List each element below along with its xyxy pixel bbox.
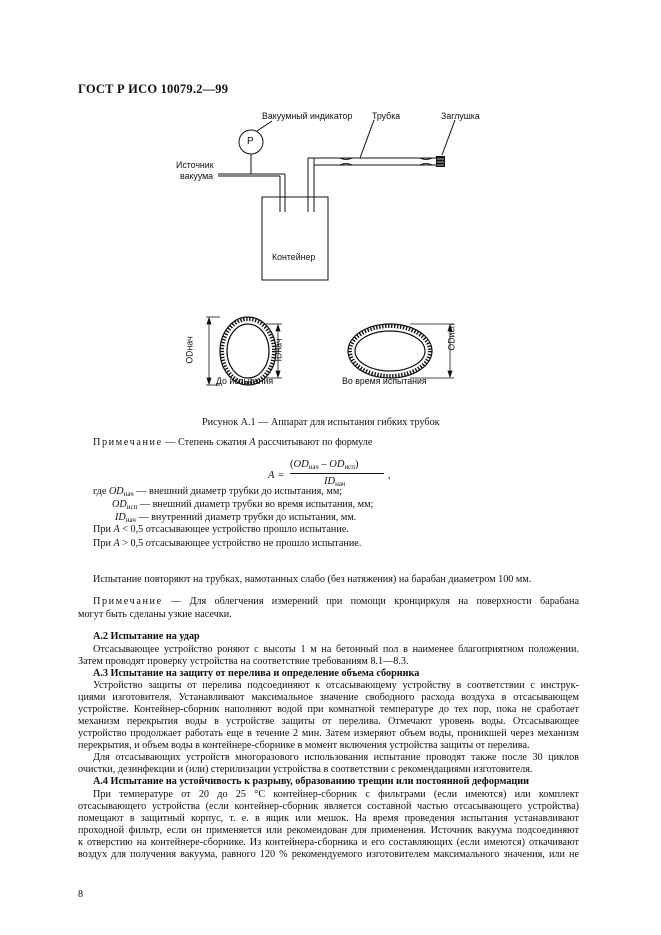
section-a2-title: А.2 Испытание на удар: [93, 631, 200, 642]
a3-para2-line-2: очистки, дезинфекции и (или) стерилизации устройства в соответствии с рекомендациями изготовителя.: [78, 764, 533, 775]
note-label: Примечание: [93, 437, 163, 448]
formula-eq: =: [278, 470, 284, 481]
note2-line1: Примечание — Для облегчения измерений при помощи кронциркуля на поверхности барабана: [93, 596, 579, 607]
label-od-during: ODисп: [446, 323, 457, 351]
a3-line-2: циями изготовителя. Устанавливают максимальное значение свободного расхода воздуха в отсасывающем: [78, 692, 579, 703]
a3-line-5: устройство продолжает работать еще в течение 2 мин. Затем измеряют объем воды, проникшей через механизм: [78, 728, 579, 739]
label-container: Контейнер: [272, 252, 316, 262]
label-vacuum-indicator: Вакуумный индикатор: [262, 111, 353, 121]
gauge-letter: P: [247, 136, 254, 147]
plug-block: [436, 156, 445, 167]
a4-line-5: к отверстию на контейнере-сборнике. Из контейнера-сборника и его составляющих (если имеются) откачивают: [78, 837, 579, 848]
figure-caption: Рисунок А.1 — Аппарат для испытания гибких трубок: [202, 417, 440, 428]
section-a4-title: А.4 Испытание на устойчивость к разрыву, образованию трещин или постоянной деформации: [93, 776, 530, 787]
leader-indicator: [257, 121, 272, 131]
label-source-line1: Источник: [176, 160, 214, 170]
section-a3-title: А.3 Испытание на защиту от перелива и определение объема сборника: [93, 668, 420, 679]
a3-line-6: перекрытия, и объем воды в контейнере-сборнике в момент включения устройства защиты от перелива.: [78, 740, 530, 751]
condition-pass: При A < 0,5 отсасывающее устройство прошло испытание.: [93, 524, 349, 535]
tube-section-inner-during: [355, 331, 425, 371]
label-od-before: ODнач: [184, 336, 195, 364]
label-id-before: IDнач: [273, 338, 284, 362]
page-number: 8: [78, 889, 84, 900]
def-od-before: где $OD_{нач}$ — внешний диаметр трубки до испытания, мм;: [93, 486, 343, 498]
tube-section-inner-before: [227, 324, 269, 378]
label-plug: Заглушка: [441, 111, 480, 121]
a4-line-3: помещают в защитный корпус, т. е. в ящик или мешок. На время проведения испытания устанавливают: [78, 813, 579, 824]
a2-line-2: Затем проводят проверку устройства на соответствие требованиям 8.1—8.3.: [78, 656, 409, 667]
a4-line-6: воздух для получения вакуума, равного 120 % рекомендуемого изготовителем максимального значения, или не: [78, 849, 579, 860]
def-id-before: $ID_{нач}$ — внутренний диаметр трубки до испытания, мм.: [115, 512, 357, 524]
def-od-during: $OD_{исп}$ — внешний диаметр трубки во время испытания, мм;: [112, 499, 374, 511]
a2-line-1: Отсасывающее устройство роняют с высоты 1 м на бетонный пол в наименее благоприятном положении.: [93, 644, 579, 655]
formula-denominator: $ID_{нач}$: [324, 476, 346, 488]
label-tube: Трубка: [372, 111, 401, 121]
label-during: Во время испытания: [342, 376, 427, 386]
a3-line-1: Устройство защиты от перелива подсоединяют к отсасывающему устройству в соответствии с инструк-: [93, 680, 579, 691]
a3-para2-line-1: Для отсасывающих устройств многоразового использования испытание проводят также после 30 циклов: [93, 752, 579, 763]
document-header: ГОСТ Р ИСО 10079.2—99: [78, 82, 229, 96]
leader-tube: [360, 120, 374, 158]
a4-line-4: проходной фильтр, если он применяется или рекомендован для применения. Источник вакуума подсоединяют: [78, 825, 579, 836]
formula-comma: ,: [388, 470, 391, 481]
container-box: [262, 197, 328, 280]
figure-apparatus: [0, 0, 661, 400]
a4-line-1: При температуре от 20 до 25 °С контейнер-сборник с фильтрами (если имеются) или комплект: [93, 789, 579, 800]
a4-line-2: отсасывающего устройства (если контейнер-сборник является составной частью отсасывающего устройства): [78, 801, 579, 812]
note-formula-intro: [93, 437, 372, 449]
a3-line-4: механизм перекрытия воды в устройстве защиты от перелива. Отмечают уровень воды. Отсасывающее: [78, 716, 579, 727]
label-source-line2: вакуума: [180, 171, 214, 181]
note-var: A: [249, 437, 256, 448]
note2-line2: могут быть сделаны узкие насечки.: [78, 609, 232, 620]
formula-numerator: $(OD_{нач} - OD_{исп})$: [290, 459, 359, 471]
label-before: До испытания: [216, 376, 274, 386]
formula-fraction-bar: [290, 473, 384, 474]
condition-fail: При A > 0,5 отсасывающее устройство не прошло испытание.: [93, 538, 362, 549]
note-dash: — Степень сжатия: [162, 437, 250, 448]
note-tail: рассчитывают по формуле: [255, 437, 373, 448]
leader-plug: [442, 120, 455, 155]
repeat-test-text: Испытание повторяют на трубках, намотанных слабо (без натяжения) на барабан диаметром 100 мм.: [93, 574, 532, 585]
formula-lhs: A: [268, 470, 275, 481]
a3-line-3: устройстве. Контейнер-сборник наполняют водой при комнатной температуре до тех пор, пока не сработает: [78, 704, 579, 715]
